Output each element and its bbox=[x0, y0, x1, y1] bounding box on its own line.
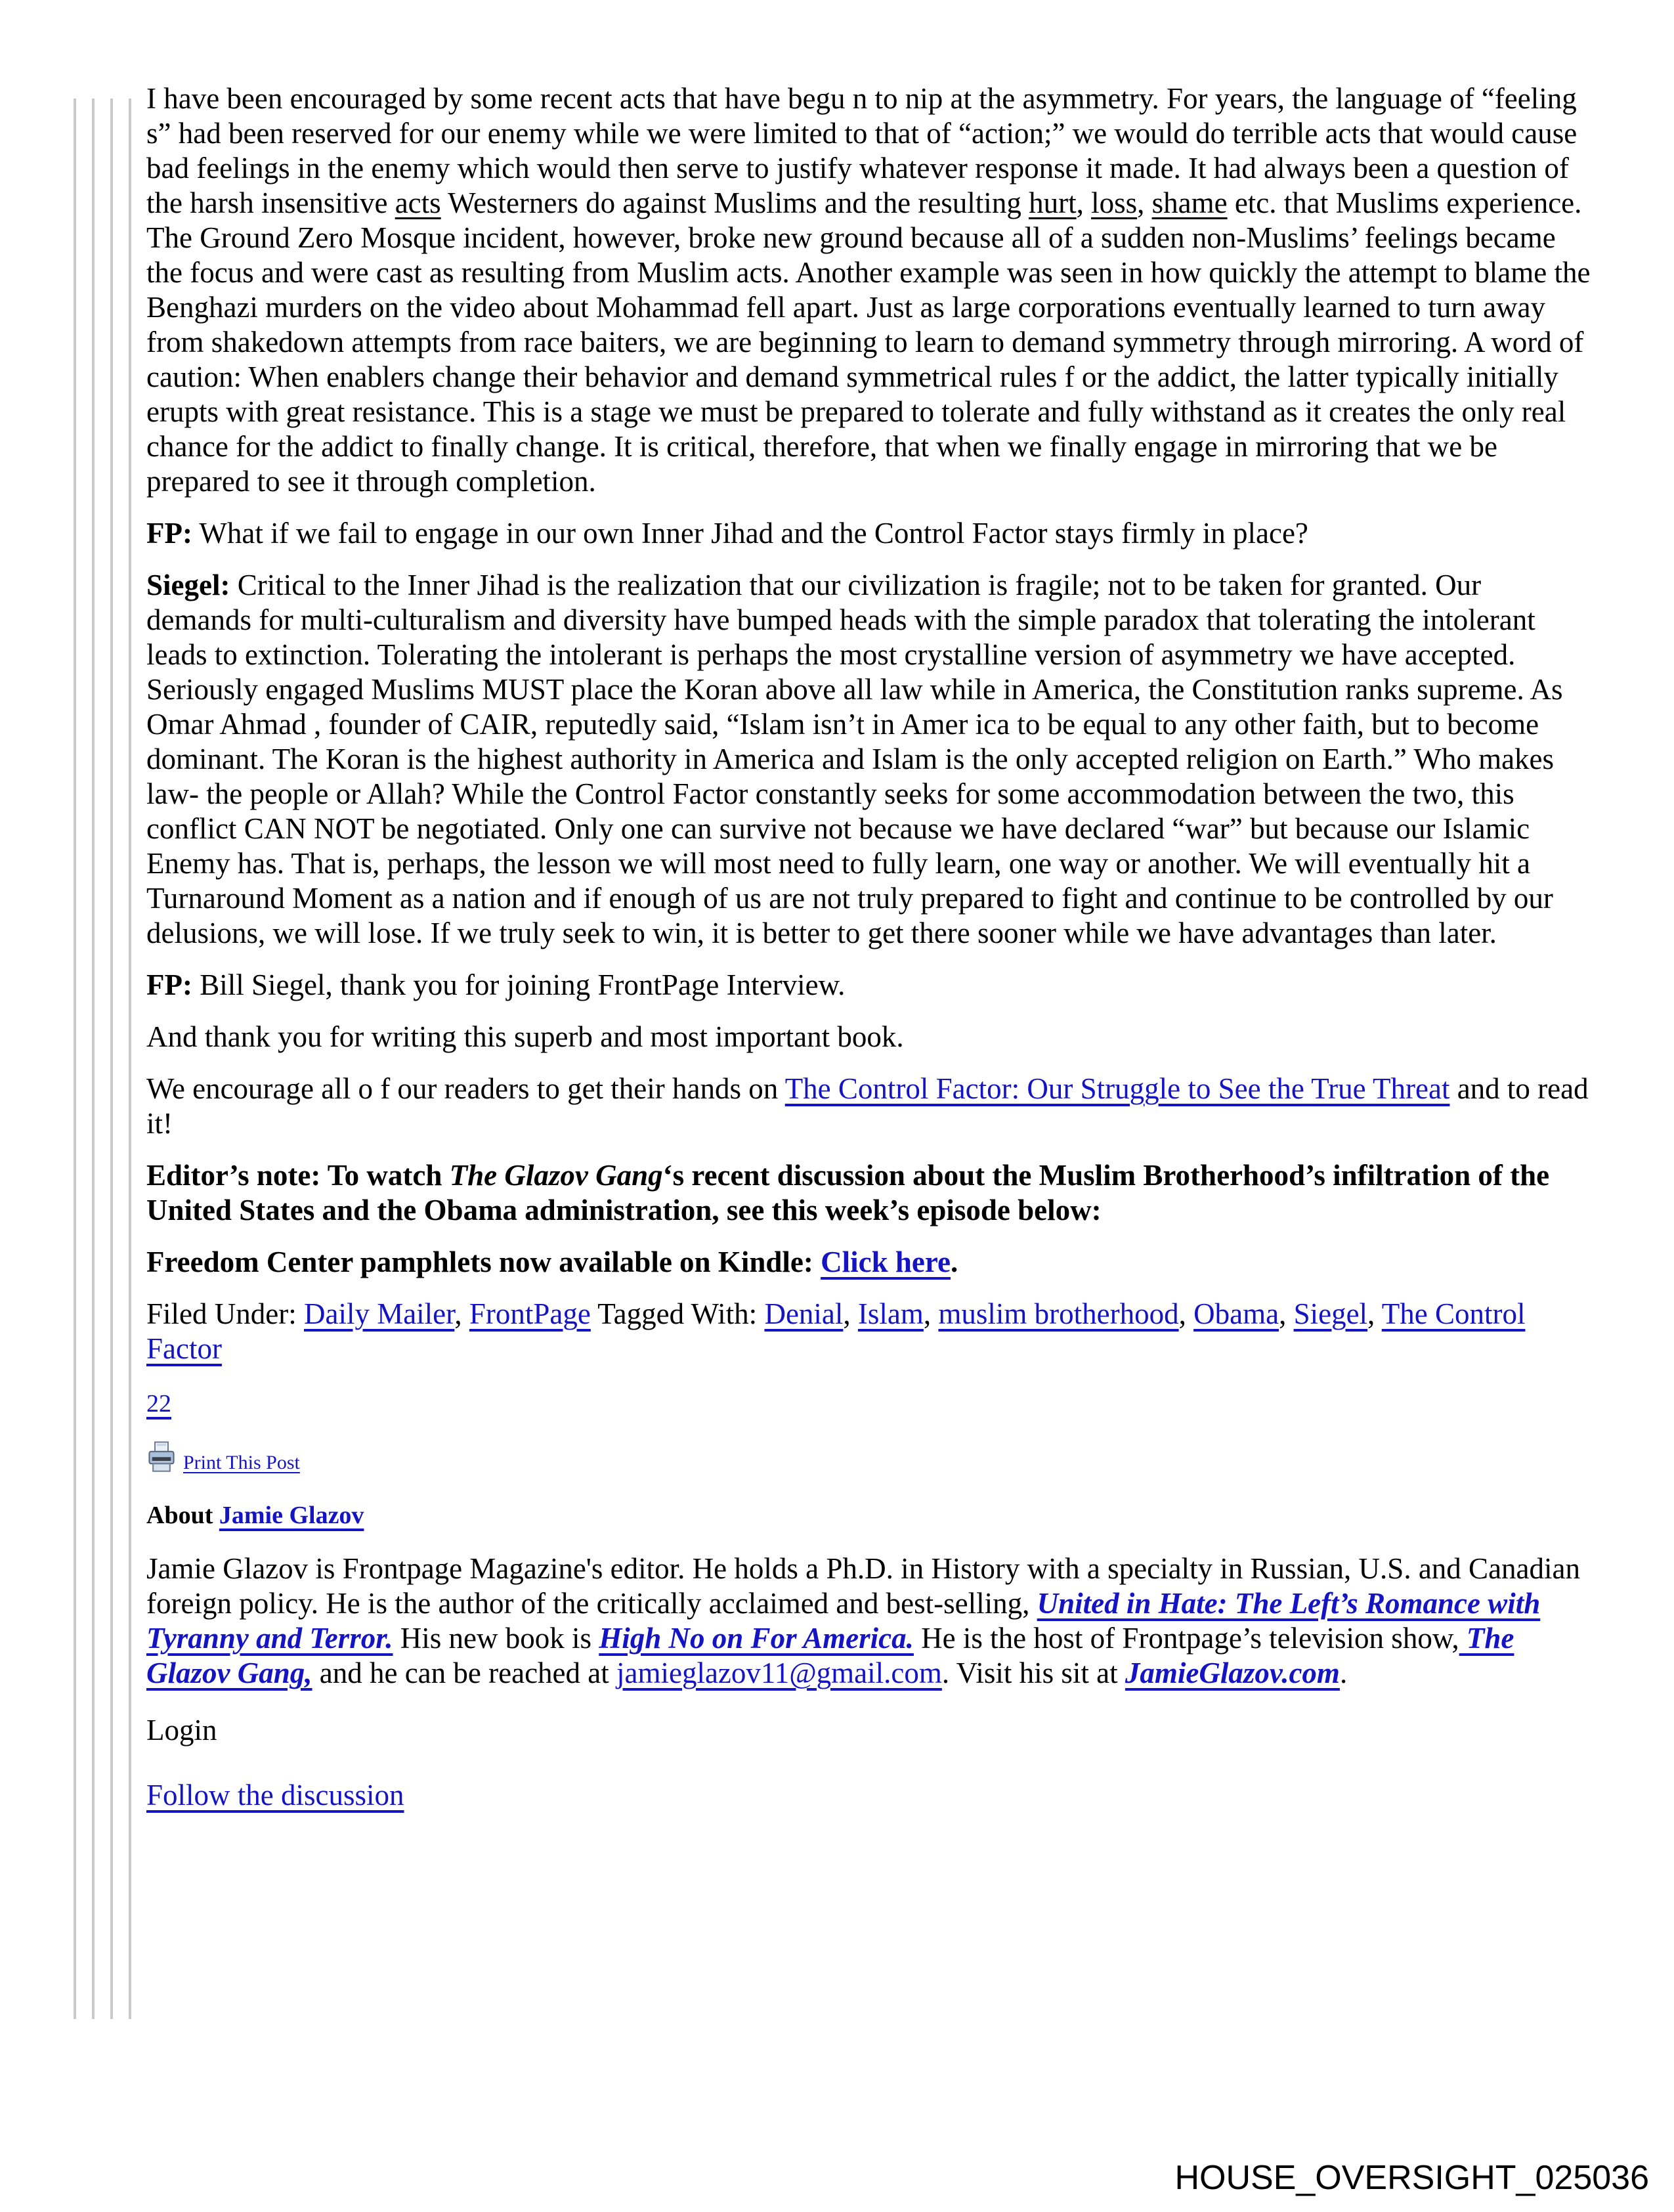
bates-number: HOUSE_OVERSIGHT_025036 bbox=[1174, 2159, 1649, 2197]
tag-islam-link[interactable]: Islam bbox=[857, 1297, 924, 1330]
text-run: . Visit his sit at bbox=[941, 1657, 1125, 1689]
paragraph-author-bio bbox=[146, 1551, 1591, 1691]
tag-obama-link[interactable]: Obama bbox=[1193, 1297, 1279, 1330]
paragraph-kindle bbox=[146, 1245, 1591, 1280]
paragraph-thank-you bbox=[146, 1020, 1591, 1054]
text-run: shame bbox=[1151, 186, 1228, 219]
printer-icon bbox=[146, 1441, 177, 1474]
about-author-heading bbox=[146, 1500, 1591, 1530]
text-run: We encourage all o f our readers to get their hands on bbox=[146, 1072, 785, 1105]
text-run: and to read it! bbox=[146, 1072, 1589, 1140]
comments-count-link[interactable]: 22 bbox=[146, 1390, 171, 1418]
text-run: ‘s recent discussion about the Muslim Brotherhood’s infiltration of the United States and the Obama administration, see this week’s episode below: bbox=[146, 1159, 1550, 1226]
paragraph-encourage bbox=[146, 1072, 1591, 1141]
text-run: , bbox=[1279, 1297, 1294, 1330]
paragraph-filed-under bbox=[146, 1297, 1591, 1366]
jamieglazov-site-link[interactable]: JamieGlazov.com bbox=[1125, 1657, 1340, 1689]
glazov-gang-show-link[interactable]: The Glazov Gang, bbox=[146, 1622, 1514, 1689]
text-run: , bbox=[1367, 1297, 1382, 1330]
text-run: , bbox=[454, 1297, 469, 1330]
text-run: , bbox=[1178, 1297, 1194, 1330]
text-run: acts bbox=[395, 186, 441, 219]
print-post-row bbox=[146, 1441, 1591, 1474]
text-run: Jamie Glazov is Frontpage Magazine's editor. He holds a Ph.D. in History with a specialty in Russian, U.S. and Canadian foreign policy. He is the author of the critically acclaimed and best-selling, bbox=[146, 1552, 1580, 1620]
click-here-link[interactable]: Click here bbox=[821, 1246, 951, 1278]
text-run: Editor’s note: To watch bbox=[146, 1159, 450, 1192]
comments-count bbox=[146, 1389, 1591, 1419]
follow-discussion bbox=[146, 1778, 1591, 1813]
text-run: Critical to the Inner Jihad is the realization that our civilization is fragile; not to be taken for granted. Our demands for multi-culturalism and diversity have bumped heads with the simple paradox that tolerating the intolerant leads to extinction. Tolerating the intolerant is perhaps the most crystalline version of asymmetry we have accepted. Seriously engaged Muslims MUST place the Koran above all law while in America, the Constitution ranks supreme. As Omar Ahmad , founder of CAIR, reputedly said, “Islam isn’t in Amer ica to be equal to any other faith, but to become dominant. The Koran is the highest authority in America and Islam is the only accepted religion on Earth.” Who makes law- the people or Allah? While the Control Factor constantly seeks for some accommodation between the two, this conflict CAN NOT be negotiated. Only one can survive not because we have declared “war” but because our Islamic Enemy has. That is, perhaps, the lesson we will most need to fully learn, one way or another. We will eventually hit a Turnaround Moment as a nation and if enough of us are not truly prepared to fight and continue to be controlled by our delusions, we will lose. If we truly seek to win, it is better to get there sooner while we have advantages than later. bbox=[146, 569, 1563, 949]
text-run: Tagged With: bbox=[590, 1297, 765, 1330]
tag-muslim-brotherhood-link[interactable]: muslim brotherhood bbox=[938, 1297, 1179, 1330]
text-run: What if we fail to engage in our own Inner Jihad and the Control Factor stays firmly in place? bbox=[192, 517, 1308, 550]
text-run: Siegel: bbox=[146, 569, 230, 601]
article-content bbox=[146, 81, 1591, 1830]
follow-the-discussion-link[interactable]: Follow the discussion bbox=[146, 1779, 404, 1811]
united-in-hate-book-link[interactable]: United in Hate: The Left’s Romance with Tyranny and Terror. bbox=[146, 1587, 1541, 1655]
tag-daily-mailer-link[interactable]: Daily Mailer bbox=[303, 1297, 455, 1330]
text-run: Bill Siegel, thank you for joining FrontPage Interview. bbox=[192, 968, 846, 1001]
blockquote-rail-4 bbox=[129, 98, 131, 2019]
paragraph-fp-thanks bbox=[146, 968, 1591, 1003]
tag-the-control-factor-link[interactable]: The Control Factor bbox=[146, 1297, 1526, 1365]
text-run: About bbox=[146, 1502, 219, 1529]
text-run: , bbox=[1137, 186, 1152, 219]
text-run: Login bbox=[146, 1714, 217, 1746]
text-run: . bbox=[950, 1246, 958, 1278]
text-run: He is the host of Frontpage’s television show, bbox=[913, 1622, 1459, 1655]
text-run: loss bbox=[1091, 186, 1138, 219]
blockquote-rail-3 bbox=[110, 98, 113, 2019]
text-run: hurt bbox=[1029, 186, 1077, 219]
email-link[interactable]: jamieglazov11@gmail.com bbox=[616, 1657, 942, 1689]
paragraph-editors-note bbox=[146, 1158, 1591, 1228]
paragraph-fp-question bbox=[146, 516, 1591, 551]
high-noon-book-link[interactable]: High No on For America. bbox=[599, 1622, 914, 1655]
text-run: I have been encouraged by some recent acts that have begu n to nip at the asymmetry. For years, the language of “feeling s” had been reserved for our enemy while we were limited to that of “action;” we would do terrible acts that would cause bad feelings in the enemy which would then serve to justify whatever response it made. It had always been a question of the harsh insensitive bbox=[146, 82, 1577, 219]
text-run: and he can be reached at bbox=[312, 1657, 616, 1689]
paragraph-intro bbox=[146, 81, 1591, 499]
text-run: Filed Under: bbox=[146, 1297, 304, 1330]
text-run: . bbox=[1339, 1657, 1348, 1689]
text-run: Freedom Center pamphlets now available on Kindle: bbox=[146, 1246, 821, 1278]
text-run: FP: bbox=[146, 968, 192, 1001]
tag-denial-link[interactable]: Denial bbox=[764, 1297, 844, 1330]
text-run: His new book is bbox=[393, 1622, 599, 1655]
text-run: And thank you for writing this superb and most important book. bbox=[146, 1020, 904, 1053]
text-run: , bbox=[843, 1297, 858, 1330]
tag-siegel-link[interactable]: Siegel bbox=[1293, 1297, 1368, 1330]
text-run: Westerners do against Muslims and the resulting bbox=[440, 186, 1029, 219]
text-run: The Glazov Gang bbox=[449, 1159, 663, 1192]
text-run: FP: bbox=[146, 517, 192, 550]
text-run: , bbox=[923, 1297, 939, 1330]
text-run: , bbox=[1076, 186, 1092, 219]
blockquote-rail-1 bbox=[74, 98, 76, 2019]
control-factor-book-link[interactable]: The Control Factor: Our Struggle to See the True Threat bbox=[784, 1072, 1450, 1105]
text-run: etc. that Muslims experience. The Ground Zero Mosque incident, however, broke new ground because all of a sudden non-Muslims’ feelings became the focus and were cast as resulting from Muslim acts. Another example was seen in how quickly the attempt to blame the Benghazi murders on the video about Mohammad fell apart. Just as large corporations eventually learned to turn away from shakedown attempts from race baiters, we are beginning to learn to demand symmetry through mirroring. A word of caution: When enablers change their behavior and demand symmetrical rules f or the addict, the latter typically initially erupts with great resistance. This is a stage we must be prepared to tolerate and fully withstand as it creates the only real chance for the addict to finally change. It is critical, therefore, that when we finally engage in mirroring that we be prepared to see it through completion. bbox=[146, 186, 1591, 498]
paragraph-siegel-answer bbox=[146, 568, 1591, 951]
author-jamie-glazov-link[interactable]: Jamie Glazov bbox=[219, 1502, 364, 1529]
login-text bbox=[146, 1713, 1591, 1748]
print-this-post-link[interactable]: Print This Post bbox=[183, 1452, 300, 1473]
blockquote-rail-2 bbox=[92, 98, 95, 2019]
tag-frontpage-link[interactable]: FrontPage bbox=[469, 1297, 591, 1330]
